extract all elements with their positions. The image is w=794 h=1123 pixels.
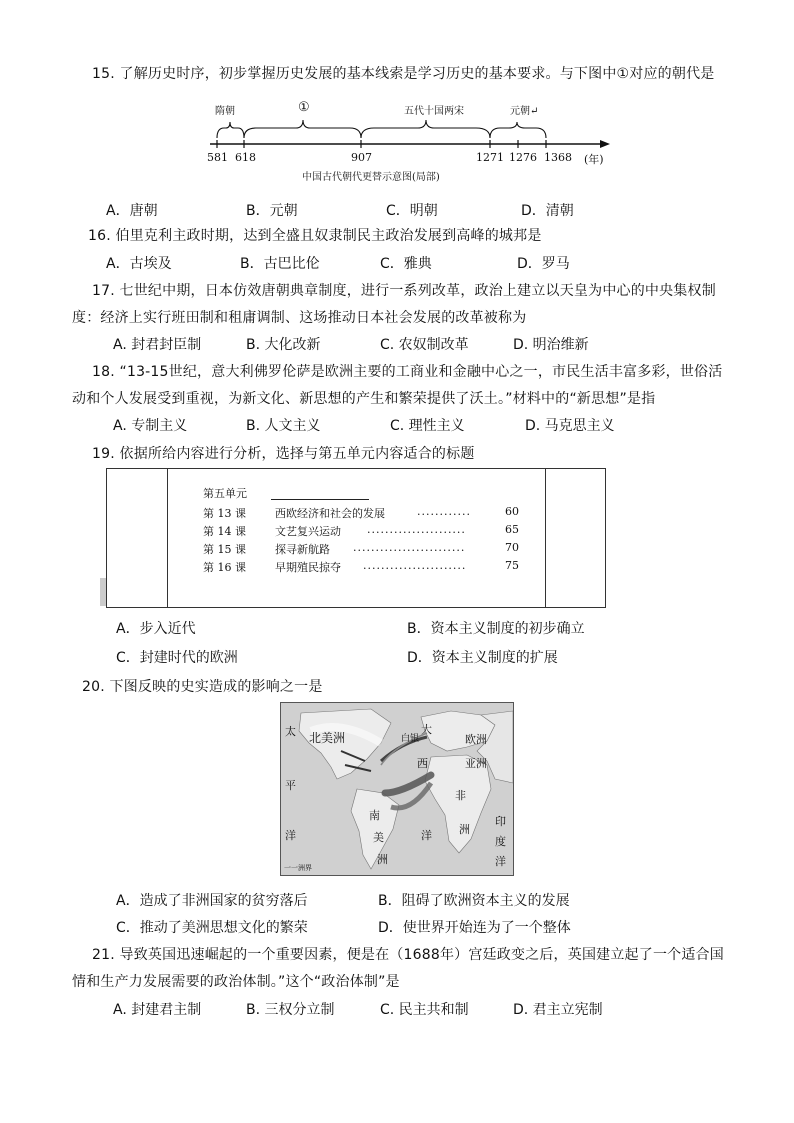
q21-option-a[interactable]: A. 封建君主制 <box>113 1002 202 1018</box>
timeline-year: 581 <box>207 151 228 164</box>
q17-stem-line2: 度：经济上实行班田制和租庸调制、这场推动日本社会发展的改革被称为 <box>72 310 527 326</box>
q15-option-d[interactable]: D．清朝 <box>521 203 574 219</box>
toc-lesson-title: 文艺复兴运动 <box>275 525 341 538</box>
toc-lesson-no: 第 14 课 <box>203 525 246 538</box>
toc-lesson-page: 65 <box>505 523 519 536</box>
map-label-europe: 欧洲 <box>465 733 487 746</box>
q16-option-b[interactable]: B．古巴比伦 <box>240 256 320 272</box>
q20-stem: 20. 下图反映的史实造成的影响之一是 <box>82 679 323 695</box>
q16-stem: 16. 伯里克利主政时期，达到全盛且奴隶制民主政治发展到高峰的城邦是 <box>88 228 542 244</box>
toc-divider-right <box>545 469 546 607</box>
q16-option-a[interactable]: A．古埃及 <box>106 256 172 272</box>
toc-lesson-no: 第 16 课 <box>203 561 246 574</box>
timeline-year: 1271 <box>476 151 504 164</box>
q19-option-c[interactable]: C．封建时代的欧洲 <box>116 650 238 666</box>
q15-option-b[interactable]: B．元朝 <box>246 203 298 219</box>
q17-stem-line1: 17. 七世纪中期，日本仿效唐朝典章制度，进行一系列改革，政治上建立以天皇为中心的中央集权制 <box>92 283 716 299</box>
q17-option-d[interactable]: D. 明治维新 <box>513 337 589 353</box>
map-label-tai: 太 <box>285 725 296 738</box>
q21-stem-line1: 21. 导致英国迅速崛起的一个重要因素，便是在（1688年）宫廷政变之后，英国建立起了一个适合国 <box>92 947 724 963</box>
timeline-year: 1368 <box>544 151 572 164</box>
map-label-south: 南 <box>369 809 380 822</box>
map-label-africa2: 洲 <box>459 823 470 836</box>
toc-lesson-no: 第 13 课 <box>203 507 246 520</box>
q20-option-a[interactable]: A．造成了非洲国家的贫穷落后 <box>116 893 308 909</box>
timeline-label-sui: 隋朝 <box>215 106 235 117</box>
map-label-baiyin: 白银 <box>401 734 420 744</box>
toc-lesson-page: 70 <box>505 541 519 554</box>
q21-option-b[interactable]: B. 三权分立制 <box>246 1002 335 1018</box>
q18-option-a[interactable]: A. 专制主义 <box>113 418 188 434</box>
map-legend: 一一洲界 <box>284 864 312 872</box>
map-label-asia: 亚洲 <box>465 757 487 770</box>
map-label-mei: 美 <box>373 831 384 844</box>
q17-option-a[interactable]: A. 封君封臣制 <box>113 337 202 353</box>
q19-option-b[interactable]: B．资本主义制度的初步确立 <box>407 621 585 637</box>
q20-option-b[interactable]: B．阻碍了欧洲资本主义的发展 <box>378 893 570 909</box>
map-label-xi: 西 <box>417 757 428 770</box>
q21-option-c[interactable]: C. 民主共和制 <box>380 1002 469 1018</box>
q18-option-d[interactable]: D. 马克思主义 <box>525 418 615 434</box>
toc-lesson-title: 探寻新航路 <box>275 543 330 556</box>
toc-lesson-no: 第 15 课 <box>203 543 246 556</box>
map-label-du: 度 <box>495 835 506 848</box>
timeline-caption: 中国古代朝代更替示意图(局部) <box>302 172 440 183</box>
map-label-yang2: 洋 <box>495 855 506 868</box>
map-label-india: 印 <box>495 815 506 828</box>
map-label-north-america: 北美洲 <box>309 731 346 745</box>
timeline-label-yuan: 元朝↵ <box>510 106 539 117</box>
toc-table: 第五单元 第 13 课 西欧经济和社会的发展 ............ 60 第 14 课 文艺复兴运动 ...................... 65 第 15 课 探寻新航路 ......................... 70 第 16 课 早期殖民掠夺 ....................... 75 <box>106 468 606 608</box>
map-label-da: 大 <box>421 723 432 736</box>
q18-option-c[interactable]: C. 理性主义 <box>390 418 465 434</box>
triangle-trade-map <box>280 702 514 876</box>
map-label-africa: 非 <box>455 789 466 802</box>
q18-stem-line2: 动和个人发展受到重视，为新文化、新思想的产生和繁荣提供了沃土。”材料中的“新思想”是指 <box>72 391 656 407</box>
q15-option-c[interactable]: C．明朝 <box>386 203 438 219</box>
q15-stem: 15. 了解历史时序，初步掌握历史发展的基本线索是学习历史的基本要求。与下图中①对应的朝代是 <box>92 66 715 82</box>
q15-option-a[interactable]: A．唐朝 <box>106 203 158 219</box>
toc-blank-line <box>271 499 369 500</box>
toc-lesson-page: 75 <box>505 559 519 572</box>
q18-option-b[interactable]: B. 人文主义 <box>246 418 321 434</box>
map-label-yang3: 洋 <box>421 829 432 842</box>
q17-option-b[interactable]: B. 大化改新 <box>246 337 321 353</box>
toc-divider-left <box>167 469 168 607</box>
scan-mark <box>100 578 106 606</box>
toc-unit-title: 第五单元 <box>203 487 247 500</box>
toc-lesson-page: 60 <box>505 505 519 518</box>
toc-lesson-title: 西欧经济和社会的发展 <box>275 507 385 520</box>
toc-lesson-title: 早期殖民掠夺 <box>275 561 341 574</box>
q17-option-c[interactable]: C. 农奴制改革 <box>380 337 469 353</box>
q21-option-d[interactable]: D. 君主立宪制 <box>513 1002 603 1018</box>
timeline-label-wudai: 五代十国两宋 <box>404 106 464 117</box>
q19-option-a[interactable]: A．步入近代 <box>116 621 196 637</box>
q18-stem-line1: 18. “13-15世纪，意大利佛罗伦萨是欧洲主要的工商业和金融中心之一，市民生活丰富多彩，世俗活 <box>92 364 723 380</box>
q19-stem: 19. 依据所给内容进行分析，选择与第五单元内容适合的标题 <box>92 446 475 462</box>
timeline-year: 907 <box>351 151 372 164</box>
q21-stem-line2: 情和生产力发展需要的政治体制。”这个“政治体制”是 <box>72 974 400 990</box>
map-label-yang: 洋 <box>285 829 296 842</box>
map-label-zhou: 洲 <box>377 853 388 866</box>
map-label-ping: 平 <box>285 779 296 792</box>
timeline-year: 1276 <box>509 151 537 164</box>
q20-option-c[interactable]: C．推动了美洲思想文化的繁荣 <box>116 920 308 936</box>
timeline-year: 618 <box>235 151 256 164</box>
q16-option-c[interactable]: C．雅典 <box>380 256 432 272</box>
q20-option-d[interactable]: D．使世界开始连为了一个整体 <box>378 920 571 936</box>
timeline-unit: (年) <box>584 153 604 166</box>
q19-option-d[interactable]: D．资本主义制度的扩展 <box>407 650 558 666</box>
timeline-label-mark: ① <box>298 100 310 115</box>
q16-option-d[interactable]: D．罗马 <box>517 256 570 272</box>
